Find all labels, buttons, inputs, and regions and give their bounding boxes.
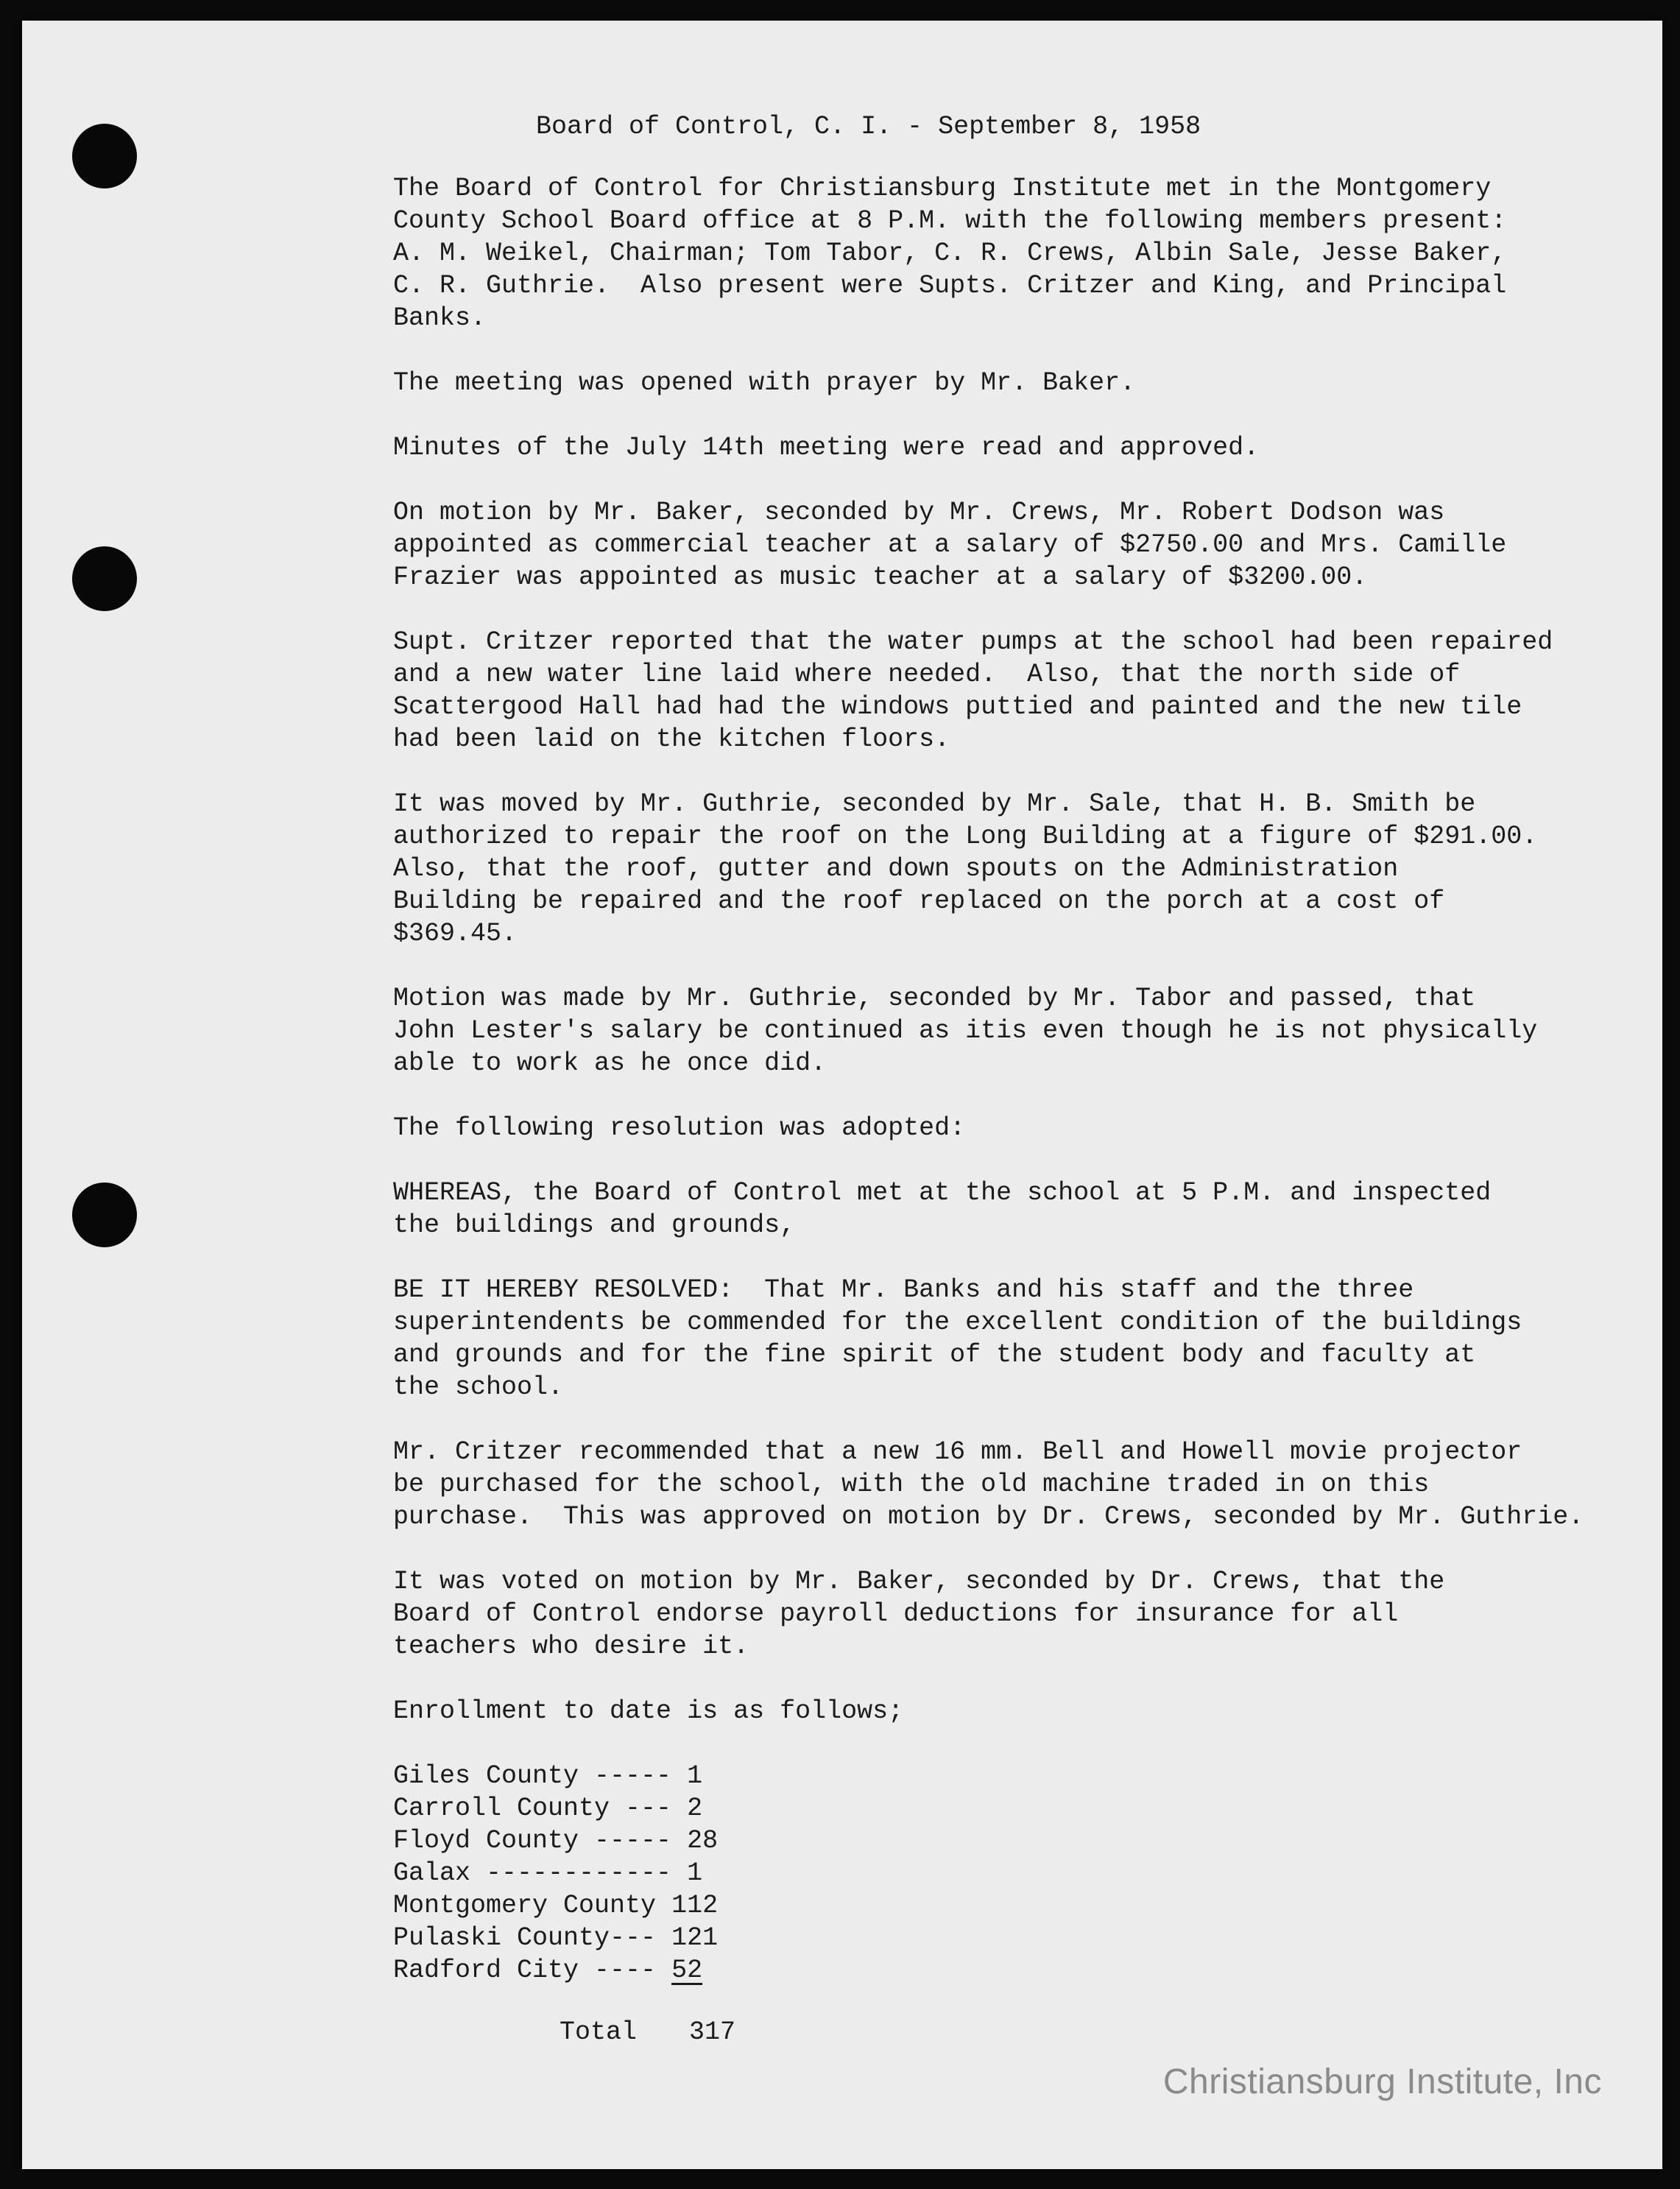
county-label: Giles County ----- (393, 1761, 672, 1791)
text-line: teachers who desire it. (393, 1632, 749, 1661)
text-line: It was voted on motion by Mr. Baker, seconded by Dr. Crews, that the (393, 1567, 1445, 1596)
paragraph (393, 982, 1637, 1079)
total-label: Total (560, 2017, 638, 2047)
total-value: 317 (689, 2017, 736, 2047)
text-line: Enrollment to date is as follows; (393, 1696, 904, 1726)
text-line: Minutes of the July 14th meeting were read and approved. (393, 433, 1260, 462)
enrollment-row (393, 1825, 1637, 1857)
paragraph (393, 367, 1637, 399)
county-count: 2 (687, 1794, 703, 1823)
county-label: Radford City ---- (393, 1956, 657, 1985)
text-line: and a new water line laid where needed. Also, that the north side of (393, 660, 1461, 689)
text-line: On motion by Mr. Baker, seconded by Mr. Crews, Mr. Robert Dodson was (393, 498, 1445, 527)
text-line: The meeting was opened with prayer by Mr. Baker. (393, 368, 1136, 398)
text-line: The Board of Control for Christiansburg Institute met in the Montgomery (393, 174, 1492, 203)
paragraph (393, 1177, 1637, 1241)
text-line: Banks. (393, 303, 487, 333)
county-label: Galax ------------ (393, 1858, 672, 1888)
binder-hole-middle (72, 546, 137, 611)
county-count: 52 (671, 1956, 703, 1985)
text-line: appointed as commercial teacher at a salary of $2750.00 and Mrs. Camille (393, 530, 1507, 560)
document-title: Board of Control, C. I. - September 8, 1958 (536, 112, 1201, 141)
paragraph (393, 1565, 1637, 1663)
paragraph (393, 496, 1637, 593)
text-line: Mr. Critzer recommended that a new 16 mm. Bell and Howell movie projector (393, 1437, 1522, 1467)
county-label: Pulaski County--- (393, 1923, 657, 1953)
text-line: Also, that the roof, gutter and down spouts on the Administration (393, 854, 1399, 884)
text-line: A. M. Weikel, Chairman; Tom Tabor, C. R. Crews, Albin Sale, Jesse Baker, (393, 239, 1507, 268)
county-label: Floyd County ----- (393, 1826, 672, 1855)
enrollment-row (393, 1889, 1637, 1922)
enrollment-row (393, 1954, 1637, 1987)
paragraph (393, 431, 1637, 464)
paragraph (393, 788, 1637, 950)
paragraph-list (393, 172, 1637, 1727)
paragraph (393, 1695, 1637, 1727)
text-line: superintendents be commended for the excellent condition of the buildings (393, 1308, 1522, 1337)
text-line: the buildings and grounds, (393, 1210, 796, 1240)
typed-minutes (393, 110, 1637, 2048)
enrollment-row (393, 1760, 1637, 1792)
enrollment-row (393, 1792, 1637, 1825)
text-line: $369.45. (393, 919, 518, 948)
text-line: the school. (393, 1372, 564, 1402)
binder-hole-bottom (72, 1182, 137, 1247)
text-line: able to work as he once did. (393, 1048, 827, 1078)
paragraph (393, 1436, 1637, 1533)
paragraph (393, 172, 1637, 334)
text-line: Frazier was appointed as music teacher at a salary of $3200.00. (393, 563, 1368, 592)
text-line: County School Board office at 8 P.M. with the following members present: (393, 206, 1507, 236)
enrollment-row (393, 1922, 1637, 1954)
text-line: Scattergood Hall had had the windows puttied and painted and the new tile (393, 692, 1522, 722)
binder-hole-top (72, 124, 137, 188)
enrollment-row (393, 1857, 1637, 1889)
paragraph (393, 1112, 1637, 1144)
text-line: had been laid on the kitchen floors. (393, 725, 950, 754)
paragraph (393, 626, 1637, 755)
text-line: The following resolution was adopted: (393, 1113, 966, 1143)
county-count: 28 (687, 1826, 719, 1855)
text-line: BE IT HEREBY RESOLVED: That Mr. Banks and his staff and the three (393, 1275, 1414, 1305)
text-line: C. R. Guthrie. Also present were Supts. Critzer and King, and Principal (393, 271, 1507, 300)
text-line: authorized to repair the roof on the Long Building at a figure of $291.00. (393, 822, 1538, 851)
enrollment-total (560, 2016, 1637, 2048)
county-count: 1 (687, 1761, 703, 1791)
text-line: Board of Control endorse payroll deductions for insurance for all (393, 1599, 1399, 1629)
text-line: and grounds and for the fine spirit of the student body and faculty at (393, 1340, 1476, 1370)
text-line: purchase. This was approved on motion by Dr. Crews, seconded by Mr. Guthrie. (393, 1502, 1584, 1531)
watermark: Christiansburg Institute, Inc (1162, 2062, 1602, 2101)
paragraph (393, 1274, 1637, 1403)
county-count: 112 (671, 1891, 719, 1920)
text-line: It was moved by Mr. Guthrie, seconded by Mr. Sale, that H. B. Smith be (393, 789, 1476, 819)
county-label: Montgomery County (393, 1891, 657, 1920)
enrollment-list (393, 1760, 1637, 1987)
text-line: Building be repaired and the roof replaced on the porch at a cost of (393, 886, 1445, 916)
text-line: Motion was made by Mr. Guthrie, seconded by Mr. Tabor and passed, that (393, 984, 1476, 1013)
text-line: Supt. Critzer reported that the water pumps at the school had been repaired (393, 627, 1553, 657)
county-count: 121 (671, 1923, 719, 1953)
text-line: WHEREAS, the Board of Control met at the school at 5 P.M. and inspected (393, 1178, 1492, 1208)
county-label: Carroll County --- (393, 1794, 672, 1823)
text-line: be purchased for the school, with the old machine traded in on this (393, 1470, 1430, 1499)
text-line: John Lester's salary be continued as itis even though he is not physically (393, 1016, 1538, 1046)
county-count: 1 (687, 1858, 703, 1888)
